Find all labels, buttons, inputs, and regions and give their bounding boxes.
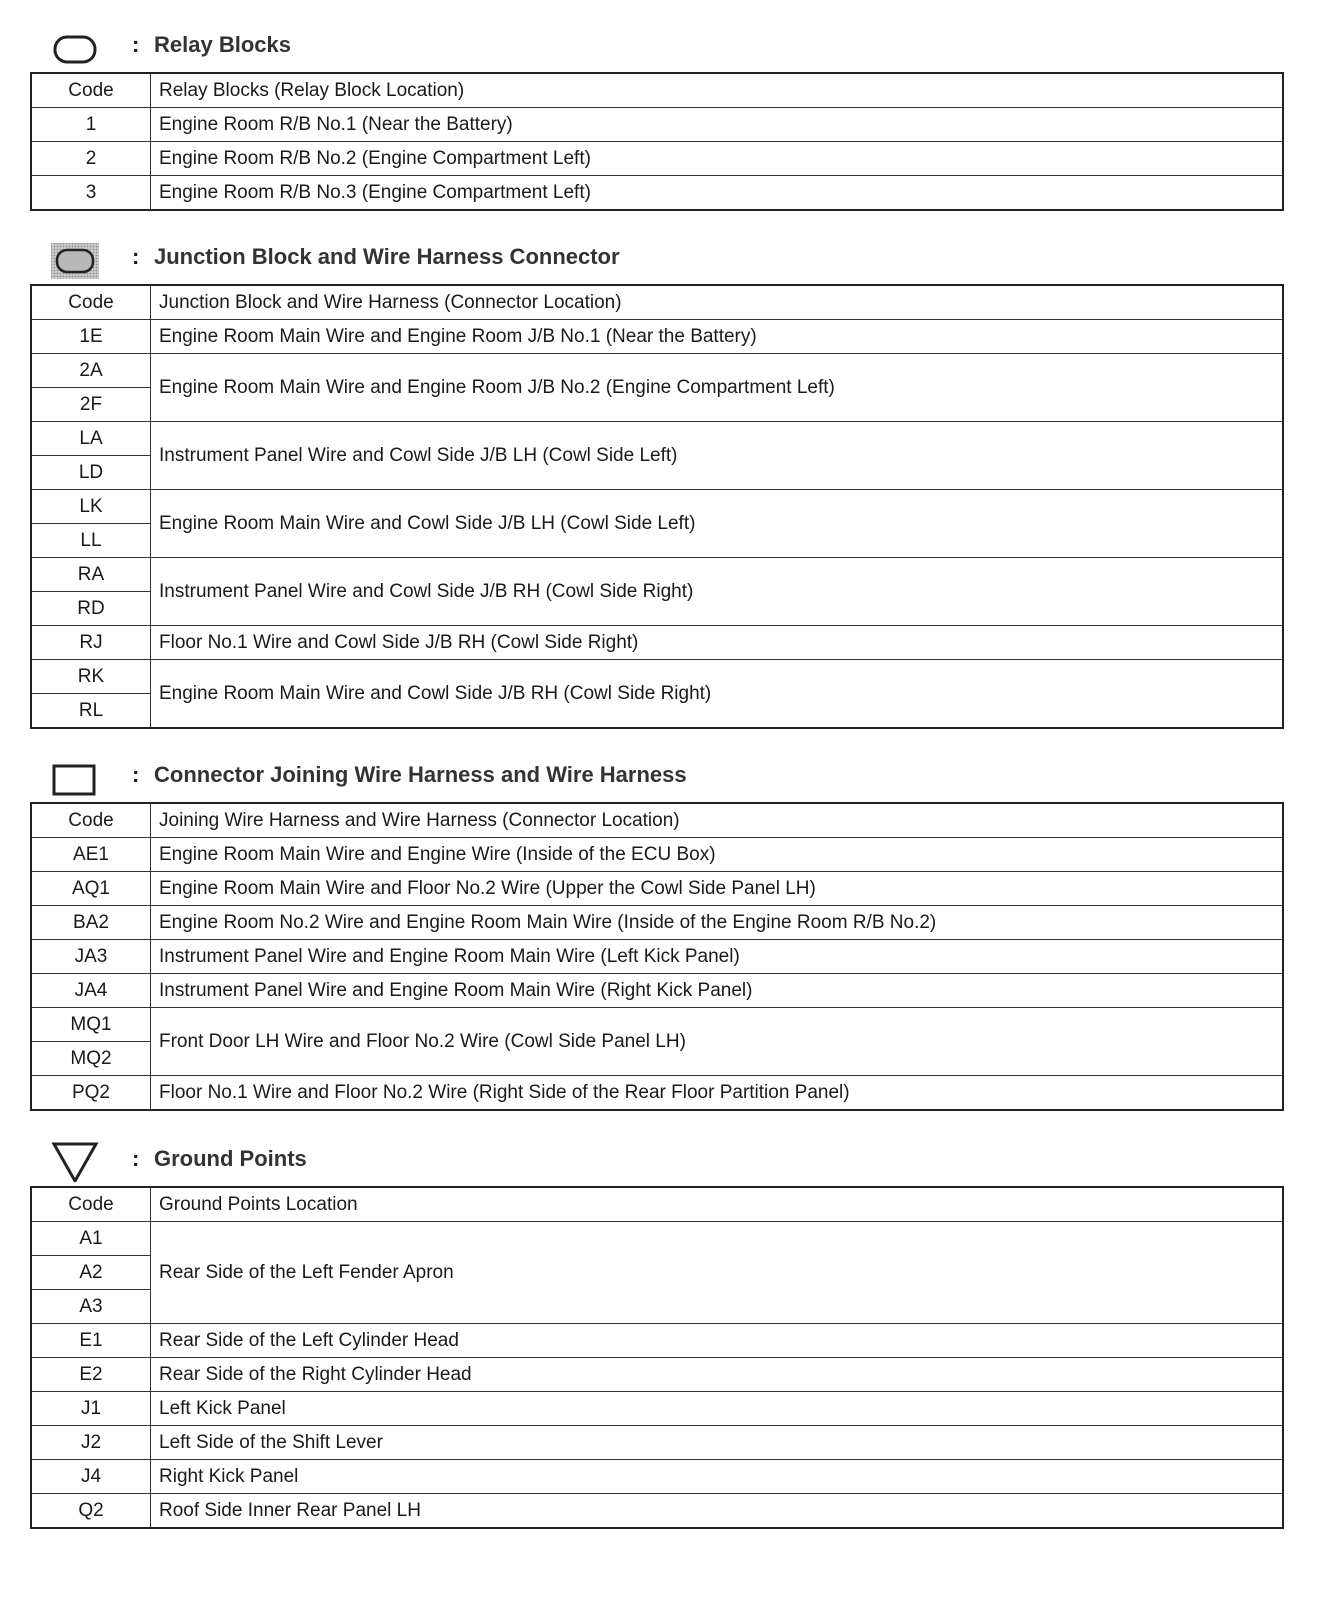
- table-row: [31, 558, 1283, 592]
- code-cell: A1: [31, 1222, 151, 1256]
- table-row: [31, 422, 1283, 456]
- location-cell: Engine Room No.2 Wire and Engine Room Main Wire (Inside of the Engine Room R/B No.2): [151, 906, 1284, 940]
- relay-blocks-section: [30, 26, 1284, 211]
- heading-colon: :: [132, 32, 140, 57]
- code-cell: LL: [31, 524, 151, 558]
- table-row: [31, 1460, 1283, 1494]
- location-cell: Left Side of the Shift Lever: [151, 1426, 1284, 1460]
- table-header-row: [31, 73, 1283, 108]
- table-body: [31, 73, 1283, 210]
- relay-blocks-table: [30, 72, 1284, 211]
- header-code-cell: Code: [31, 285, 151, 320]
- header-code-cell: Code: [31, 1187, 151, 1222]
- location-cell: Engine Room R/B No.2 (Engine Compartment Left): [151, 142, 1284, 176]
- code-cell: MQ1: [31, 1008, 151, 1042]
- location-cell: Engine Room Main Wire and Engine Room J/B No.1 (Near the Battery): [151, 320, 1284, 354]
- location-cell: Instrument Panel Wire and Cowl Side J/B LH (Cowl Side Left): [151, 422, 1284, 490]
- table-row: [31, 1008, 1283, 1042]
- location-cell: Rear Side of the Left Fender Apron: [151, 1222, 1284, 1324]
- table-body: [31, 1187, 1283, 1528]
- section-title: Relay Blocks: [154, 32, 291, 57]
- code-cell: 2A: [31, 354, 151, 388]
- junction-block-section: [30, 238, 1284, 729]
- rounded-rect-symbol-icon: [50, 30, 100, 68]
- code-cell: RJ: [31, 626, 151, 660]
- location-cell: Roof Side Inner Rear Panel LH: [151, 1494, 1284, 1529]
- heading-colon: :: [132, 1146, 140, 1171]
- location-cell: Instrument Panel Wire and Engine Room Main Wire (Right Kick Panel): [151, 974, 1284, 1008]
- table-row: [31, 490, 1283, 524]
- location-cell: Engine Room R/B No.3 (Engine Compartment Left): [151, 176, 1284, 211]
- code-cell: E2: [31, 1358, 151, 1392]
- location-cell: Engine Room Main Wire and Floor No.2 Wire (Upper the Cowl Side Panel LH): [151, 872, 1284, 906]
- table-row: [31, 320, 1283, 354]
- code-cell: LA: [31, 422, 151, 456]
- table-row: [31, 354, 1283, 388]
- connector-joining-table: [30, 802, 1284, 1111]
- table-row: [31, 176, 1283, 211]
- table-row: [31, 660, 1283, 694]
- code-cell: J2: [31, 1426, 151, 1460]
- location-cell: Rear Side of the Left Cylinder Head: [151, 1324, 1284, 1358]
- location-cell: Instrument Panel Wire and Engine Room Main Wire (Left Kick Panel): [151, 940, 1284, 974]
- table-body: [31, 285, 1283, 728]
- code-cell: AQ1: [31, 872, 151, 906]
- header-code-cell: Code: [31, 73, 151, 108]
- location-cell: Floor No.1 Wire and Floor No.2 Wire (Right Side of the Rear Floor Partition Panel): [151, 1076, 1284, 1111]
- table-row: [31, 872, 1283, 906]
- table-row: [31, 940, 1283, 974]
- location-cell: Engine Room Main Wire and Engine Wire (Inside of the ECU Box): [151, 838, 1284, 872]
- table-header-row: [31, 803, 1283, 838]
- location-cell: Left Kick Panel: [151, 1392, 1284, 1426]
- location-cell: Floor No.1 Wire and Cowl Side J/B RH (Cowl Side Right): [151, 626, 1284, 660]
- location-cell: Engine Room Main Wire and Engine Room J/B No.2 (Engine Compartment Left): [151, 354, 1284, 422]
- shaded-rounded-rect-symbol-icon: [50, 242, 100, 280]
- location-cell: Front Door LH Wire and Floor No.2 Wire (Cowl Side Panel LH): [151, 1008, 1284, 1076]
- code-cell: E1: [31, 1324, 151, 1358]
- location-cell: Engine Room Main Wire and Cowl Side J/B RH (Cowl Side Right): [151, 660, 1284, 729]
- code-cell: JA4: [31, 974, 151, 1008]
- junction-block-table: [30, 284, 1284, 729]
- table-row: [31, 1392, 1283, 1426]
- code-cell: A3: [31, 1290, 151, 1324]
- heading-colon: :: [132, 244, 140, 269]
- section-title: Connector Joining Wire Harness and Wire Harness: [154, 762, 687, 787]
- code-cell: BA2: [31, 906, 151, 940]
- location-cell: Engine Room Main Wire and Cowl Side J/B LH (Cowl Side Left): [151, 490, 1284, 558]
- table-row: [31, 1494, 1283, 1529]
- table-header-row: [31, 285, 1283, 320]
- header-code-cell: Code: [31, 803, 151, 838]
- heading-colon: :: [132, 762, 140, 787]
- code-cell: LK: [31, 490, 151, 524]
- code-cell: RD: [31, 592, 151, 626]
- table-row: [31, 1358, 1283, 1392]
- code-cell: 2F: [31, 388, 151, 422]
- location-cell: Rear Side of the Right Cylinder Head: [151, 1358, 1284, 1392]
- section-heading: [30, 26, 1284, 72]
- code-cell: JA3: [31, 940, 151, 974]
- code-cell: RL: [31, 694, 151, 729]
- section-title: Ground Points: [154, 1146, 307, 1171]
- code-cell: 1: [31, 108, 151, 142]
- ground-points-table: [30, 1186, 1284, 1529]
- code-cell: PQ2: [31, 1076, 151, 1111]
- header-desc-cell: Ground Points Location: [151, 1187, 1284, 1222]
- table-row: [31, 142, 1283, 176]
- table-body: [31, 803, 1283, 1110]
- section-title: Junction Block and Wire Harness Connector: [154, 244, 620, 269]
- code-cell: RA: [31, 558, 151, 592]
- table-row: [31, 974, 1283, 1008]
- location-cell: Engine Room R/B No.1 (Near the Battery): [151, 108, 1284, 142]
- location-cell: Right Kick Panel: [151, 1460, 1284, 1494]
- table-row: [31, 1222, 1283, 1256]
- code-cell: J1: [31, 1392, 151, 1426]
- table-row: [31, 1426, 1283, 1460]
- code-cell: 3: [31, 176, 151, 211]
- section-heading: [30, 756, 1284, 802]
- code-cell: A2: [31, 1256, 151, 1290]
- code-cell: 2: [31, 142, 151, 176]
- code-cell: RK: [31, 660, 151, 694]
- triangle-symbol-icon: [50, 1138, 100, 1182]
- code-cell: LD: [31, 456, 151, 490]
- code-cell: MQ2: [31, 1042, 151, 1076]
- table-row: [31, 906, 1283, 940]
- header-desc-cell: Junction Block and Wire Harness (Connector Location): [151, 285, 1284, 320]
- code-cell: 1E: [31, 320, 151, 354]
- code-cell: J4: [31, 1460, 151, 1494]
- code-cell: Q2: [31, 1494, 151, 1529]
- table-row: [31, 108, 1283, 142]
- table-header-row: [31, 1187, 1283, 1222]
- section-heading: [30, 238, 1284, 284]
- square-symbol-icon: [50, 760, 100, 798]
- table-row: [31, 626, 1283, 660]
- section-heading: [30, 1140, 1284, 1186]
- header-desc-cell: Joining Wire Harness and Wire Harness (Connector Location): [151, 803, 1284, 838]
- table-row: [31, 1076, 1283, 1111]
- code-cell: AE1: [31, 838, 151, 872]
- table-row: [31, 1324, 1283, 1358]
- connector-joining-section: [30, 756, 1284, 1111]
- table-row: [31, 838, 1283, 872]
- location-cell: Instrument Panel Wire and Cowl Side J/B RH (Cowl Side Right): [151, 558, 1284, 626]
- ground-points-section: [30, 1140, 1284, 1529]
- header-desc-cell: Relay Blocks (Relay Block Location): [151, 73, 1284, 108]
